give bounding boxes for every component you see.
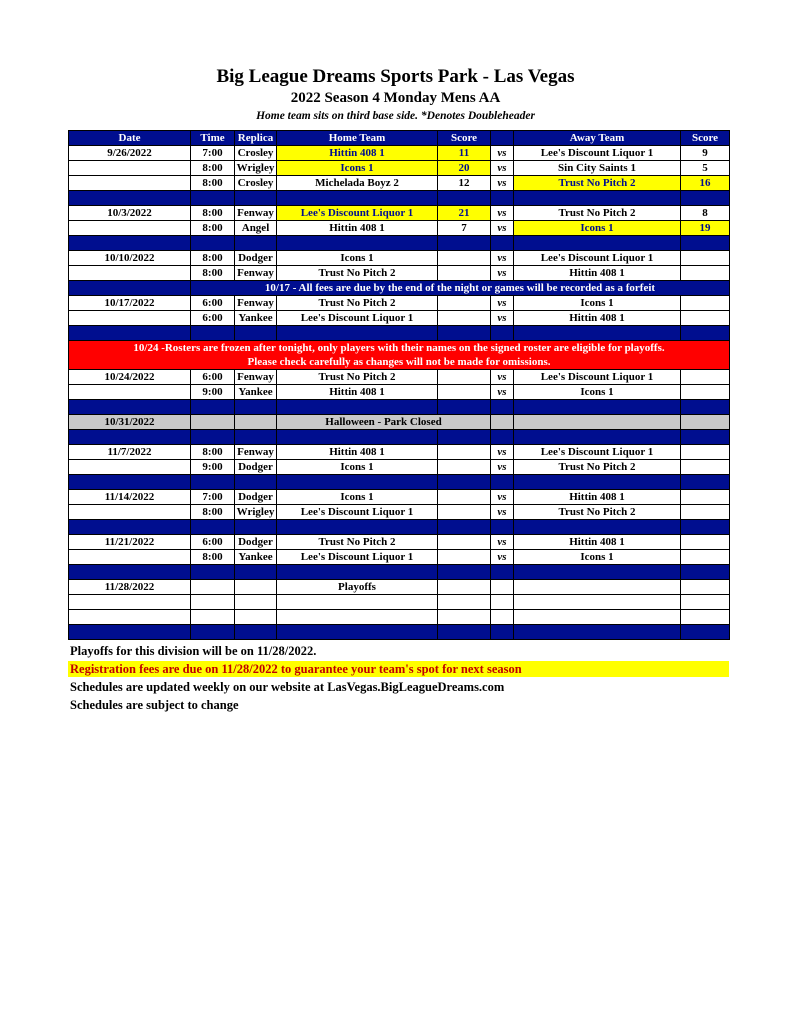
home-score-cell: 20 (438, 161, 491, 176)
date-cell (69, 595, 191, 610)
home-score-cell (438, 580, 491, 595)
home-score-cell: 12 (438, 176, 491, 191)
replica-cell: Dodger (235, 251, 277, 266)
away-score-cell (681, 595, 730, 610)
game-row (69, 445, 730, 460)
header-cell-vs (491, 131, 514, 146)
game-row (69, 580, 730, 595)
footer-line-0: Playoffs for this division will be on 11/28/2022. (70, 644, 317, 658)
date-cell: 10/31/2022 (69, 415, 191, 430)
game-row (69, 161, 730, 176)
separator-cell (277, 326, 438, 341)
separator-cell (681, 326, 730, 341)
separator-cell (681, 400, 730, 415)
header-cell-score-7: Score (681, 131, 730, 146)
footer-line-2: Schedules are updated weekly on our website at LasVegas.BigLeagueDreams.com (70, 680, 505, 694)
separator-cell (491, 475, 514, 490)
separator-cell (514, 625, 681, 640)
time-cell (191, 415, 235, 430)
park-closed-row (69, 415, 730, 430)
separator-cell (69, 236, 191, 251)
separator-cell (681, 565, 730, 580)
date-cell (69, 460, 191, 475)
registration-fees-notice: Registration fees are due on 11/28/2022 to guarantee your team's spot for next season (68, 661, 729, 677)
away-score-cell (681, 550, 730, 565)
separator-cell (277, 400, 438, 415)
away-team-cell: Trust No Pitch 2 (514, 505, 681, 520)
time-cell: 6:00 (191, 311, 235, 326)
separator-cell (69, 520, 191, 535)
home-team-cell: Trust No Pitch 2 (277, 296, 438, 311)
separator-cell (277, 191, 438, 206)
home-team-cell (277, 595, 438, 610)
home-team-cell: Trust No Pitch 2 (277, 266, 438, 281)
date-cell (69, 505, 191, 520)
separator-cell (191, 565, 235, 580)
time-cell: 6:00 (191, 535, 235, 550)
away-score-cell (681, 490, 730, 505)
separator-cell (69, 400, 191, 415)
away-team-cell: Hittin 408 1 (514, 266, 681, 281)
home-score-cell (438, 311, 491, 326)
game-row (69, 146, 730, 161)
vs-cell (491, 580, 514, 595)
separator-cell (277, 475, 438, 490)
away-team-cell: Hittin 408 1 (514, 490, 681, 505)
away-team-cell: Icons 1 (514, 385, 681, 400)
game-row (69, 460, 730, 475)
away-team-cell (514, 415, 681, 430)
home-team-cell: Icons 1 (277, 161, 438, 176)
date-cell: 9/26/2022 (69, 146, 191, 161)
home-team-cell: Trust No Pitch 2 (277, 370, 438, 385)
time-cell: 7:00 (191, 490, 235, 505)
separator-cell (514, 326, 681, 341)
separator-cell (235, 400, 277, 415)
away-score-cell (681, 505, 730, 520)
replica-cell (235, 595, 277, 610)
header-row (69, 131, 730, 146)
away-score-cell (681, 385, 730, 400)
warning-message-cell (69, 341, 730, 370)
away-team-cell (514, 610, 681, 625)
separator-cell (514, 430, 681, 445)
schedule-table (68, 130, 730, 640)
separator-cell (191, 191, 235, 206)
separator-cell (438, 625, 491, 640)
separator-cell (277, 430, 438, 445)
replica-cell: Fenway (235, 370, 277, 385)
replica-cell: Yankee (235, 550, 277, 565)
date-cell (69, 610, 191, 625)
separator-cell (235, 520, 277, 535)
separator-cell (438, 565, 491, 580)
separator-cell (69, 191, 191, 206)
separator-row (69, 326, 730, 341)
vs-cell: vs (491, 146, 514, 161)
replica-cell: Fenway (235, 266, 277, 281)
date-cell (69, 385, 191, 400)
replica-cell (235, 610, 277, 625)
away-score-cell (681, 535, 730, 550)
replica-cell: Yankee (235, 311, 277, 326)
vs-cell (491, 610, 514, 625)
away-score-cell (681, 266, 730, 281)
date-cell: 10/17/2022 (69, 296, 191, 311)
away-team-cell: Icons 1 (514, 221, 681, 236)
away-score-cell (681, 311, 730, 326)
separator-row (69, 565, 730, 580)
separator-cell (438, 475, 491, 490)
away-team-cell: Hittin 408 1 (514, 311, 681, 326)
vs-cell: vs (491, 251, 514, 266)
home-team-cell: Michelada Boyz 2 (277, 176, 438, 191)
time-cell: 8:00 (191, 505, 235, 520)
separator-cell (69, 475, 191, 490)
separator-cell (69, 430, 191, 445)
replica-cell: Wrigley (235, 161, 277, 176)
time-cell: 8:00 (191, 251, 235, 266)
separator-cell (491, 625, 514, 640)
away-team-cell: Lee's Discount Liquor 1 (514, 251, 681, 266)
separator-row (69, 191, 730, 206)
separator-cell (514, 520, 681, 535)
page-note: Home team sits on third base side. *Denotes Doubleheader (256, 110, 535, 122)
time-cell: 6:00 (191, 296, 235, 311)
home-score-cell (438, 505, 491, 520)
note-lead-cell (69, 281, 191, 296)
vs-cell: vs (491, 490, 514, 505)
game-row (69, 311, 730, 326)
home-score-cell (438, 490, 491, 505)
home-score-cell: 11 (438, 146, 491, 161)
separator-cell (191, 236, 235, 251)
away-score-cell: 5 (681, 161, 730, 176)
header-cell-date-0: Date (69, 131, 191, 146)
away-team-cell (514, 595, 681, 610)
separator-cell (438, 430, 491, 445)
home-score-cell (438, 251, 491, 266)
date-cell (69, 176, 191, 191)
game-row (69, 206, 730, 221)
header-cell-away-team-6: Away Team (514, 131, 681, 146)
replica-cell (235, 580, 277, 595)
game-row (69, 490, 730, 505)
away-team-cell: Lee's Discount Liquor 1 (514, 146, 681, 161)
replica-cell: Yankee (235, 385, 277, 400)
separator-cell (191, 326, 235, 341)
separator-cell (681, 430, 730, 445)
home-team-cell: Playoffs (277, 580, 438, 595)
home-team-cell: Hittin 408 1 (277, 146, 438, 161)
separator-cell (235, 475, 277, 490)
home-team-cell: Lee's Discount Liquor 1 (277, 206, 438, 221)
separator-cell (277, 520, 438, 535)
separator-cell (235, 191, 277, 206)
separator-cell (491, 326, 514, 341)
home-score-cell (438, 535, 491, 550)
game-row (69, 296, 730, 311)
date-cell (69, 266, 191, 281)
separator-cell (438, 236, 491, 251)
away-team-cell: Lee's Discount Liquor 1 (514, 370, 681, 385)
away-score-cell: 16 (681, 176, 730, 191)
home-score-cell (438, 266, 491, 281)
time-cell: 8:00 (191, 161, 235, 176)
warning-line: Please check carefully as changes will not be made for omissions. (247, 356, 551, 368)
home-team-cell: Icons 1 (277, 251, 438, 266)
separator-cell (235, 236, 277, 251)
game-row (69, 370, 730, 385)
game-row (69, 610, 730, 625)
separator-cell (69, 625, 191, 640)
home-team-cell: Trust No Pitch 2 (277, 535, 438, 550)
away-score-cell (681, 296, 730, 311)
header-cell-replica-2: Replica (235, 131, 277, 146)
note-message-cell: 10/17 - All fees are due by the end of the night or games will be recorded as a forfeit (191, 281, 730, 296)
home-team-cell (277, 610, 438, 625)
away-team-cell: Trust No Pitch 2 (514, 460, 681, 475)
away-team-cell: Lee's Discount Liquor 1 (514, 445, 681, 460)
header-cell-home-team-3: Home Team (277, 131, 438, 146)
separator-cell (514, 236, 681, 251)
replica-cell: Fenway (235, 206, 277, 221)
separator-cell (514, 191, 681, 206)
separator-cell (69, 565, 191, 580)
game-row (69, 176, 730, 191)
separator-cell (235, 625, 277, 640)
page-subtitle: 2022 Season 4 Monday Mens AA (290, 90, 501, 106)
fees-note-row (69, 281, 730, 296)
away-score-cell (681, 415, 730, 430)
game-row (69, 535, 730, 550)
separator-cell (191, 430, 235, 445)
separator-cell (681, 520, 730, 535)
vs-cell: vs (491, 176, 514, 191)
home-team-cell: Icons 1 (277, 490, 438, 505)
away-team-cell: Icons 1 (514, 296, 681, 311)
away-score-cell (681, 445, 730, 460)
separator-cell (277, 565, 438, 580)
time-cell: 8:00 (191, 206, 235, 221)
time-cell: 8:00 (191, 550, 235, 565)
vs-cell: vs (491, 161, 514, 176)
home-score-cell (438, 385, 491, 400)
vs-cell: vs (491, 550, 514, 565)
separator-cell (69, 326, 191, 341)
time-cell: 8:00 (191, 445, 235, 460)
time-cell: 8:00 (191, 176, 235, 191)
separator-cell (514, 400, 681, 415)
vs-cell: vs (491, 445, 514, 460)
replica-cell: Fenway (235, 445, 277, 460)
separator-cell (491, 430, 514, 445)
away-team-cell: Icons 1 (514, 550, 681, 565)
away-team-cell (514, 580, 681, 595)
time-cell: 9:00 (191, 460, 235, 475)
separator-cell (438, 191, 491, 206)
away-score-cell (681, 580, 730, 595)
vs-cell (491, 595, 514, 610)
date-cell: 10/24/2022 (69, 370, 191, 385)
date-cell (69, 221, 191, 236)
replica-cell: Crosley (235, 146, 277, 161)
replica-cell: Fenway (235, 296, 277, 311)
separator-cell (514, 565, 681, 580)
home-score-cell (438, 460, 491, 475)
replica-cell: Dodger (235, 535, 277, 550)
separator-cell (191, 400, 235, 415)
separator-row (69, 625, 730, 640)
separator-row (69, 400, 730, 415)
away-score-cell (681, 370, 730, 385)
away-score-cell (681, 460, 730, 475)
date-cell (69, 550, 191, 565)
separator-cell (235, 430, 277, 445)
away-score-cell (681, 610, 730, 625)
vs-cell: vs (491, 385, 514, 400)
time-cell (191, 610, 235, 625)
date-cell: 10/10/2022 (69, 251, 191, 266)
date-cell: 11/28/2022 (69, 580, 191, 595)
separator-cell (277, 625, 438, 640)
separator-cell (681, 475, 730, 490)
replica-cell: Crosley (235, 176, 277, 191)
home-score-cell (438, 370, 491, 385)
separator-cell (514, 475, 681, 490)
separator-cell (191, 520, 235, 535)
away-team-cell: Trust No Pitch 2 (514, 206, 681, 221)
home-score-cell (438, 296, 491, 311)
time-cell (191, 595, 235, 610)
home-score-cell: 7 (438, 221, 491, 236)
separator-cell (491, 400, 514, 415)
header-cell-score-4: Score (438, 131, 491, 146)
vs-cell: vs (491, 266, 514, 281)
separator-cell (681, 236, 730, 251)
replica-cell (235, 415, 277, 430)
separator-cell (438, 400, 491, 415)
header-cell-time-1: Time (191, 131, 235, 146)
date-cell: 11/21/2022 (69, 535, 191, 550)
away-score-cell: 9 (681, 146, 730, 161)
separator-cell (191, 625, 235, 640)
vs-cell: vs (491, 206, 514, 221)
replica-cell: Angel (235, 221, 277, 236)
separator-cell (235, 326, 277, 341)
separator-row (69, 475, 730, 490)
game-row (69, 251, 730, 266)
separator-cell (438, 520, 491, 535)
game-row (69, 595, 730, 610)
home-score-cell (438, 595, 491, 610)
home-team-cell: Hittin 408 1 (277, 445, 438, 460)
separator-row (69, 236, 730, 251)
home-team-cell: Icons 1 (277, 460, 438, 475)
separator-row (69, 430, 730, 445)
separator-cell (491, 565, 514, 580)
home-team-cell: Hittin 408 1 (277, 385, 438, 400)
separator-cell (277, 236, 438, 251)
home-score-cell (438, 445, 491, 460)
date-cell (69, 161, 191, 176)
replica-cell: Dodger (235, 460, 277, 475)
date-cell (69, 311, 191, 326)
separator-cell (438, 326, 491, 341)
separator-cell (235, 565, 277, 580)
game-row (69, 221, 730, 236)
vs-cell: vs (491, 296, 514, 311)
footer-line-3: Schedules are subject to change (70, 698, 239, 712)
away-score-cell (681, 251, 730, 266)
home-score-cell (438, 550, 491, 565)
separator-cell (491, 191, 514, 206)
time-cell: 6:00 (191, 370, 235, 385)
game-row (69, 266, 730, 281)
date-cell: 11/14/2022 (69, 490, 191, 505)
game-row (69, 505, 730, 520)
home-score-cell (438, 610, 491, 625)
time-cell: 9:00 (191, 385, 235, 400)
vs-cell: vs (491, 460, 514, 475)
time-cell (191, 580, 235, 595)
game-row (69, 385, 730, 400)
page-title: Big League Dreams Sports Park - Las Vegas (216, 66, 575, 87)
home-team-cell: Lee's Discount Liquor 1 (277, 550, 438, 565)
home-team-cell: Lee's Discount Liquor 1 (277, 311, 438, 326)
warning-line: 10/24 -Rosters are frozen after tonight, only players with their names on the signed roster are eligible for playoffs. (133, 342, 665, 354)
vs-cell: vs (491, 505, 514, 520)
game-row (69, 550, 730, 565)
vs-cell: vs (491, 535, 514, 550)
home-team-cell: Lee's Discount Liquor 1 (277, 505, 438, 520)
away-score-cell: 8 (681, 206, 730, 221)
vs-cell (491, 415, 514, 430)
closed-label-cell: Halloween - Park Closed (277, 415, 491, 430)
replica-cell: Wrigley (235, 505, 277, 520)
replica-cell: Dodger (235, 490, 277, 505)
date-cell: 10/3/2022 (69, 206, 191, 221)
separator-cell (191, 475, 235, 490)
date-cell: 11/7/2022 (69, 445, 191, 460)
home-team-cell: Hittin 408 1 (277, 221, 438, 236)
time-cell: 7:00 (191, 146, 235, 161)
time-cell: 8:00 (191, 221, 235, 236)
footer (68, 643, 729, 713)
home-score-cell: 21 (438, 206, 491, 221)
away-team-cell: Hittin 408 1 (514, 535, 681, 550)
vs-cell: vs (491, 221, 514, 236)
vs-cell: vs (491, 370, 514, 385)
away-score-cell: 19 (681, 221, 730, 236)
separator-cell (491, 520, 514, 535)
vs-cell: vs (491, 311, 514, 326)
roster-warning-row (69, 341, 730, 370)
separator-cell (681, 191, 730, 206)
separator-row (69, 520, 730, 535)
away-team-cell: Sin City Saints 1 (514, 161, 681, 176)
separator-cell (491, 236, 514, 251)
away-team-cell: Trust No Pitch 2 (514, 176, 681, 191)
time-cell: 8:00 (191, 266, 235, 281)
separator-cell (681, 625, 730, 640)
